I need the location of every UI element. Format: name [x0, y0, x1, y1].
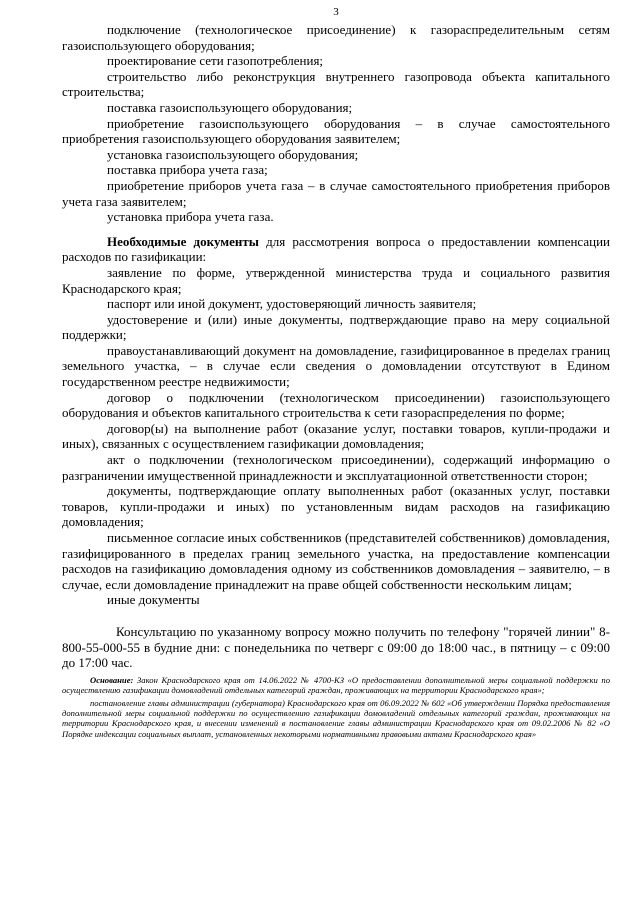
document-item: документы, подтверждающие оплату выполненных работ (оказанных услуг, поставки товаров, купли-продажи и иных) по установленным видам расходов на газификацию домовладения; [62, 483, 610, 530]
list-item: приобретение приборов учета газа – в случае самостоятельного приобретения приборов учета газа заявителем; [62, 177, 610, 209]
list-item: проектирование сети газопотребления; [107, 53, 324, 69]
document-item: иные документы [107, 592, 200, 608]
document-item: договор(ы) на выполнение работ (оказание услуг, поставки товаров, купли-продажи и иных), связанных с осуществлением газификации домовладения; [62, 420, 610, 452]
footnote-basis [62, 675, 610, 696]
consultation-text: Консультацию по указанному вопросу можно получить по телефону "горячей линии" 8-800-55-000-55 в будние дни: с понедельника по четверг с 09:00 до 18:00 час., в пятницу – с 09:00 до 17:00 час. [62, 623, 610, 671]
footnote-first-text: Закон Краснодарского края от 14.06.2022 № 4700-КЗ «О предоставлении дополнительной меры социальной поддержки по осуществлению газификации домовладений отдельных категорий граждан, проживающих на территории Краснодарского края»; [62, 674, 610, 696]
documents-heading-text: для рассмотрения вопроса о предоставлении компенсации расходов по газификации: [62, 233, 610, 265]
document-item: письменное согласие иных собственников (представителей собственников) домовладения, газифицированного в пределах границ земельного участка, на предоставление компенсации расходов на газификацию домовладения одному из собственников домовладения – заявителю, – в случае, если домовладение принадлежит на праве общей собственности нескольким лицам; [62, 530, 610, 592]
list-item: установка прибора учета газа. [107, 209, 274, 225]
list-item: приобретение газоиспользующего оборудования – в случае самостоятельного приобретения газоиспользующего оборудования заявителем; [62, 115, 610, 147]
footnote-second: постановление главы администрации (губернатора) Краснодарского края от 06.09.2022 № 602 «Об утверждении Порядка предоставления дополнительной меры социальной поддержки по осуществлению газификации домовладений отдельных категорий граждан, проживающих на территории Краснодарского края, и внесении изменений в постановление главы администрации Краснодарского края от 09.02.2006 № 82 «О Порядке индексации социальных выплат, установленных некоторыми нормативными правовыми актами Краснодарского края» [62, 697, 610, 739]
documents-heading [62, 234, 610, 265]
document-item: заявление по форме, утвержденной министерства труда и социального развития Краснодарского края; [62, 264, 610, 296]
documents-heading-bold: Необходимые документы [107, 233, 259, 249]
document-item: договор о подключении (технологическом присоединении) газоиспользующего оборудования и объектов капитального строительства к сети газораспределения по форме; [62, 389, 610, 421]
document-item: паспорт или иной документ, удостоверяющий личность заявителя; [107, 296, 477, 312]
list-item: установка газоиспользующего оборудования; [107, 146, 359, 162]
list-item: строительство либо реконструкция внутреннего газопровода объекта капитального строительства; [62, 68, 610, 100]
list-item: поставка прибора учета газа; [107, 162, 268, 178]
list-item: подключение (технологическое присоединение) к газораспределительным сетям газоиспользующего оборудования; [62, 22, 610, 53]
document-item: акт о подключении (технологическом присоединении), содержащий информацию о разграничении имущественной принадлежности и эксплуатационной ответственности сторон; [62, 452, 610, 483]
document-item: правоустанавливающий документ на домовладение, газифицированное в пределах границ земельного участка, – в случае если сведения о домовладении отсутствуют в Едином государственном реестре недвижимости; [62, 342, 610, 390]
document-item: удостоверение и (или) иные документы, подтверждающие право на меру социальной поддержки; [62, 311, 610, 343]
page-number: 3 [333, 6, 339, 18]
footnote-label: Основание: [90, 674, 134, 685]
list-item: поставка газоиспользующего оборудования; [107, 99, 353, 115]
